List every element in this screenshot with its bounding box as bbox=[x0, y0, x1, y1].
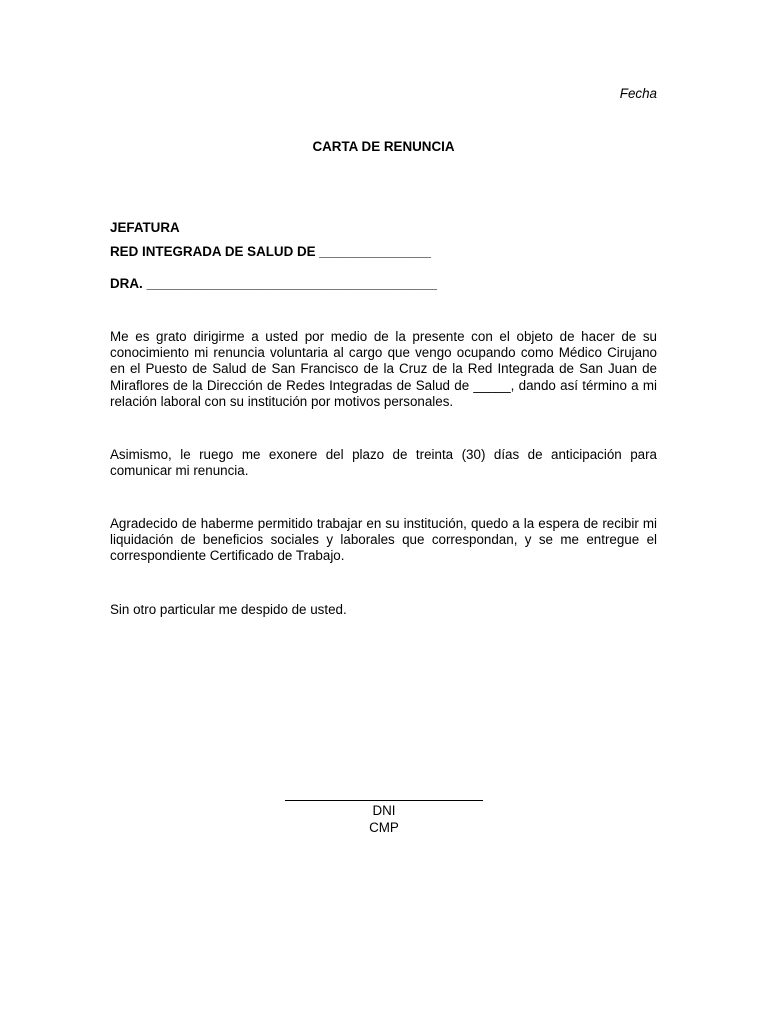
recipient-line-1: JEFATURA bbox=[110, 220, 180, 235]
body-paragraph-3: Agradecido de haberme permitido trabajar en su institución, quedo a la espera de recibir mi liquidación de beneficios sociales y laborales que correspondan, y se me entregue el correspondiente Certificado de Trabajo. bbox=[110, 516, 657, 564]
recipient-line-2: RED INTEGRADA DE SALUD DE _______________ bbox=[110, 244, 432, 259]
recipient-line-3: DRA. _______________________________________ bbox=[110, 276, 437, 291]
signature-line bbox=[285, 800, 483, 801]
signature-dni-label: DNI bbox=[372, 803, 396, 818]
body-paragraph-2: Asimismo, le ruego me exonere del plazo de treinta (30) días de anticipación para comunicar mi renuncia. bbox=[110, 447, 657, 479]
body-paragraph-1: Me es grato dirigirme a usted por medio de la presente con el objeto de hacer de su conocimiento mi renuncia voluntaria al cargo que vengo ocupando como Médico Cirujano en el Puesto de Salud de San Francisco de la Cruz de la Red Integrada de San Juan de Miraflores de la Dirección de Redes Integradas de Salud de _____, dando así término a mi relación laboral con su institución por motivos personales. bbox=[110, 329, 657, 409]
signature-cmp-label: CMP bbox=[369, 820, 399, 835]
closing-paragraph: Sin otro particular me despido de usted. bbox=[110, 602, 347, 617]
date-label: Fecha bbox=[619, 86, 657, 101]
letter-title: CARTA DE RENUNCIA bbox=[312, 139, 455, 154]
